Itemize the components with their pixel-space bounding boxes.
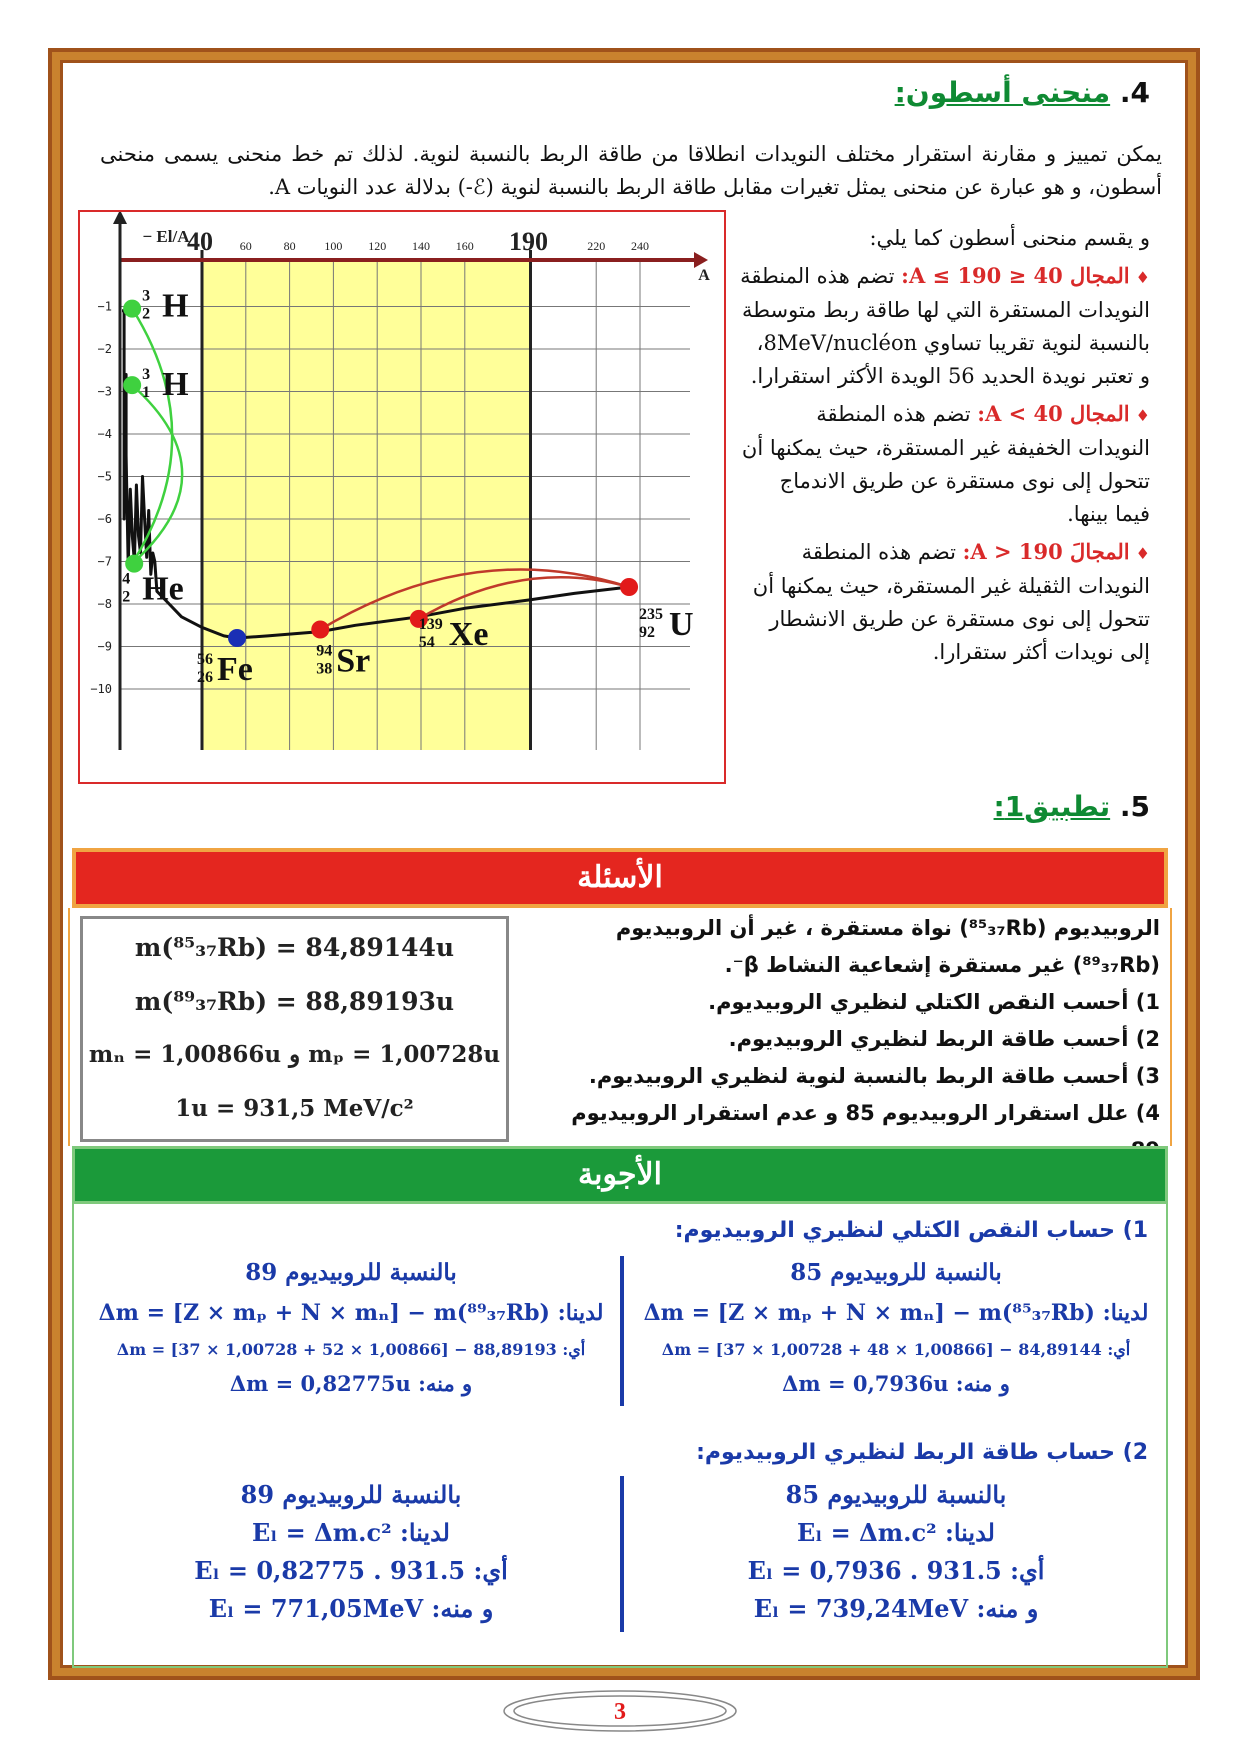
formula-mn-mp: mₙ = 1,00866u و mₚ = 1,00728u	[88, 1041, 501, 1068]
answer-2-rb85-line1: لدينا: Eₗ = Δm.c²	[797, 1518, 995, 1547]
section-5-number: 5.	[1119, 790, 1150, 823]
x-tick-label: 100	[324, 239, 343, 253]
x-tick-label: 40	[187, 227, 213, 256]
answer-1-rb85-line3: و منه: Δm = 0,7936u	[782, 1371, 1010, 1396]
question-intro-1: الروبيديوم (⁸⁵₃₇Rb) نواة مستقرة ، غير أن الروبيديوم	[615, 916, 1160, 940]
y-tick-label: −8	[97, 597, 112, 611]
y-tick-label: −6	[97, 512, 112, 526]
question-3: 3) أحسب طاقة الربط بالنسبة لنوية لنظيري الروبيديوم.	[588, 1064, 1160, 1088]
diamond-bullet-icon: ♦	[1135, 268, 1150, 287]
nuclide-charge-number: 2	[122, 588, 131, 606]
nuclide-symbol: He	[142, 570, 184, 608]
y-tick-label: −7	[97, 554, 112, 569]
formula-u: 1u = 931,5 MeV/c²	[175, 1095, 414, 1122]
answers-banner: الأجوبة	[72, 1146, 1168, 1204]
y-tick-label: −10	[90, 682, 112, 696]
intro-paragraph: يمكن تمييز و مقارنة استقرار مختلف النويدات انطلاقا من طاقة الربط بالنسبة لنوية. لذلك تم خط منحنى يسمى منحنى أسطون، و هو عبارة عن منحنى يمثل تغيرات مقابل طاقة الربط بالنسبة لنوية (ℰ-) بدلالة عدد النويات A.	[100, 142, 1162, 199]
nuclide-point	[228, 629, 246, 647]
nuclide-symbol: H	[162, 287, 189, 325]
nuclide-symbol: Xe	[448, 615, 489, 653]
answer-1-rb89-line2: أي: Δm = [37 × 1,00728 + 52 × 1,00866] − 88,89193	[116, 1340, 586, 1359]
x-tick-label: 60	[239, 239, 252, 253]
curve-item-3-text: تضم هذه المنطقة النويدات الثقيلة غير المستقرة، حيث يمكنها أن تتحول إلى نوى مستقرة عن طريق الانشطار إلى نويدات أكثر ستقرارا.	[752, 540, 1150, 664]
answer-2-heading: 2) حساب طاقة الربط لنظيري الروبيديوم:	[696, 1440, 1148, 1465]
answer-2-rb85-title: بالنسبة للروبيديوم 85	[785, 1480, 1007, 1509]
y-axis-arrow-icon	[113, 212, 127, 224]
nuclide-mass-number: 139	[418, 615, 443, 633]
nuclide-symbol: U	[669, 606, 694, 643]
questions-banner: الأسئلة	[72, 848, 1168, 908]
question-4: 4) علل استقرار الروبيديوم 85 و عدم استقرار الروبيديوم	[571, 1101, 1160, 1125]
answer-2-rb89-line1: لدينا: Eₗ = Δm.c²	[252, 1518, 450, 1547]
nuclide-symbol: Sr	[336, 642, 371, 680]
nuclide-point	[123, 376, 141, 394]
x-tick-label: 190	[509, 227, 548, 256]
nuclide-mass-number: 3	[142, 287, 151, 305]
answer-1-rb89-line3: و منه: Δm = 0,82775u	[229, 1371, 473, 1396]
answer-1-rb85	[636, 1254, 1156, 1402]
y-axis-label: − El/A	[142, 227, 190, 246]
answer-1-rb89-line1: لدينا: Δm = [Z × mₚ + N × mₙ] − m(⁸⁹₃₇Rb)	[98, 1300, 604, 1326]
given-data-box	[80, 916, 509, 1142]
nuclide-point	[123, 300, 141, 318]
question-intro-2: (⁸⁹₃₇Rb) غير مستقرة إشعاعية النشاط β⁻.	[724, 953, 1160, 977]
x-tick-label: 240	[631, 239, 649, 253]
question-1: 1) أحسب النقص الكتلي لنظيري الروبيديوم.	[708, 990, 1160, 1014]
nuclide-point	[311, 621, 329, 639]
y-tick-label: −4	[97, 427, 112, 441]
aston-curve-svg	[80, 212, 724, 782]
x-axis-label: A	[698, 267, 710, 284]
answer-2-rb89	[96, 1476, 606, 1628]
answer-1-rb89	[96, 1254, 606, 1402]
page-number-badge	[500, 1688, 740, 1734]
answer-2-rb85-line3: و منه: Eₗ = 739,24MeV	[753, 1594, 1039, 1623]
curve-item-3	[740, 535, 1150, 669]
nuclide-symbol: H	[162, 366, 189, 404]
curve-item-1-text: تضم هذه المنطقة النويدات المستقرة التي لها طاقة ربط متوسطة بالنسبة لنوية تقريبا تساوي 8MeV/nucléon، و تعتبر نويدة الحديد 56 الويدة الأكثر استقرارا.	[740, 264, 1150, 388]
nuclide-symbol: Fe	[217, 651, 253, 688]
diamond-bullet-icon: ♦	[1135, 406, 1150, 425]
nuclide-charge-number: 38	[316, 660, 333, 678]
curve-description	[740, 222, 1150, 673]
questions-list	[530, 910, 1160, 1169]
x-tick-label: 160	[455, 239, 474, 253]
nuclide-point	[620, 578, 638, 596]
curve-item-3-range: المجالَ A > 190:	[962, 539, 1130, 564]
answer-1-rb89-title: بالنسبة للروبيديوم 89	[245, 1259, 457, 1286]
x-tick-label: 80	[283, 239, 296, 253]
curve-item-2-range: المجال A < 40:	[977, 401, 1130, 426]
answer-2-rb89-line3: و منه: Eₗ = 771,05MeV	[208, 1594, 494, 1623]
y-tick-label: −9	[97, 639, 112, 654]
aston-curve-chart	[78, 210, 726, 784]
curve-item-1	[740, 259, 1150, 393]
nuclide-charge-number: 92	[639, 624, 656, 641]
x-tick-label: 220	[587, 239, 606, 253]
answer-2-rb85-line2: أي: Eₗ = 0,7936 . 931.5	[747, 1556, 1045, 1585]
nuclide-mass-number: 4	[122, 570, 131, 588]
section-4-title	[895, 76, 1150, 109]
x-axis-arrow-icon	[694, 252, 708, 268]
x-tick-label: 120	[368, 239, 387, 253]
nuclide-charge-number: 2	[142, 305, 151, 323]
formula-m-rb85: m(⁸⁵₃₇Rb) = 84,89144u	[134, 933, 455, 962]
curve-intro: و يقسم منحنى أسطون كما يلي:	[869, 226, 1150, 250]
x-tick-label: 140	[412, 239, 430, 253]
nuclide-mass-number: 235	[639, 606, 664, 623]
y-tick-label: −3	[97, 384, 112, 399]
section-5-heading: تطبيق1:	[993, 790, 1111, 823]
nuclide-charge-number: 54	[418, 633, 435, 651]
nuclide-mass-number: 3	[142, 366, 151, 384]
page-number: 3	[614, 1699, 626, 1725]
formula-m-rb89: m(⁸⁹₃₇Rb) = 88,89193u	[134, 987, 455, 1016]
section-5-title	[994, 790, 1150, 823]
curve-item-2	[740, 397, 1150, 531]
curve-item-2-text: تضم هذه المنطقة النويدات الخفيفة غير المستقرة، حيث يمكنها أن تتحول إلى نوى مستقرة عن طريق الاندماج فيما بينها.	[741, 402, 1150, 526]
answer-2-rb85	[636, 1476, 1156, 1628]
nuclide-charge-number: 1	[142, 384, 151, 402]
question-2: 2) أحسب طاقة الربط لنظيري الروبيديوم.	[728, 1027, 1160, 1051]
answer-2-rb89-line2: أي: Eₗ = 0,82775 . 931.5	[194, 1556, 508, 1585]
nuclide-mass-number: 94	[316, 642, 333, 660]
y-tick-label: −1	[97, 299, 112, 314]
section-4-number: 4.	[1119, 76, 1150, 109]
nuclide-charge-number: 26	[197, 669, 214, 686]
answer-1-heading: 1) حساب النقص الكتلي لنظيري الروبيديوم:	[674, 1218, 1148, 1243]
answer-1-rb85-line1: لدينا: Δm = [Z × mₚ + N × mₙ] − m(⁸⁵₃₇Rb)	[643, 1300, 1149, 1326]
nuclide-mass-number: 56	[197, 651, 214, 668]
answer-2-rb89-title: بالنسبة للروبيديوم 89	[240, 1480, 462, 1509]
y-tick-label: −2	[97, 342, 112, 356]
answer-1-rb85-title: بالنسبة للروبيديوم 85	[790, 1259, 1002, 1286]
section-4-heading: منحنى أسطون:	[894, 76, 1111, 109]
y-tick-label: −5	[97, 469, 112, 484]
answer-2-divider	[620, 1476, 624, 1632]
answer-1-rb85-line2: أي: Δm = [37 × 1,00728 + 48 × 1,00866] − 84,89144	[661, 1340, 1131, 1359]
curve-item-1-range: المجال 40 ≤ A ≤ 190:	[901, 263, 1130, 288]
diamond-bullet-icon: ♦	[1135, 544, 1150, 563]
answer-1-divider	[620, 1256, 624, 1406]
